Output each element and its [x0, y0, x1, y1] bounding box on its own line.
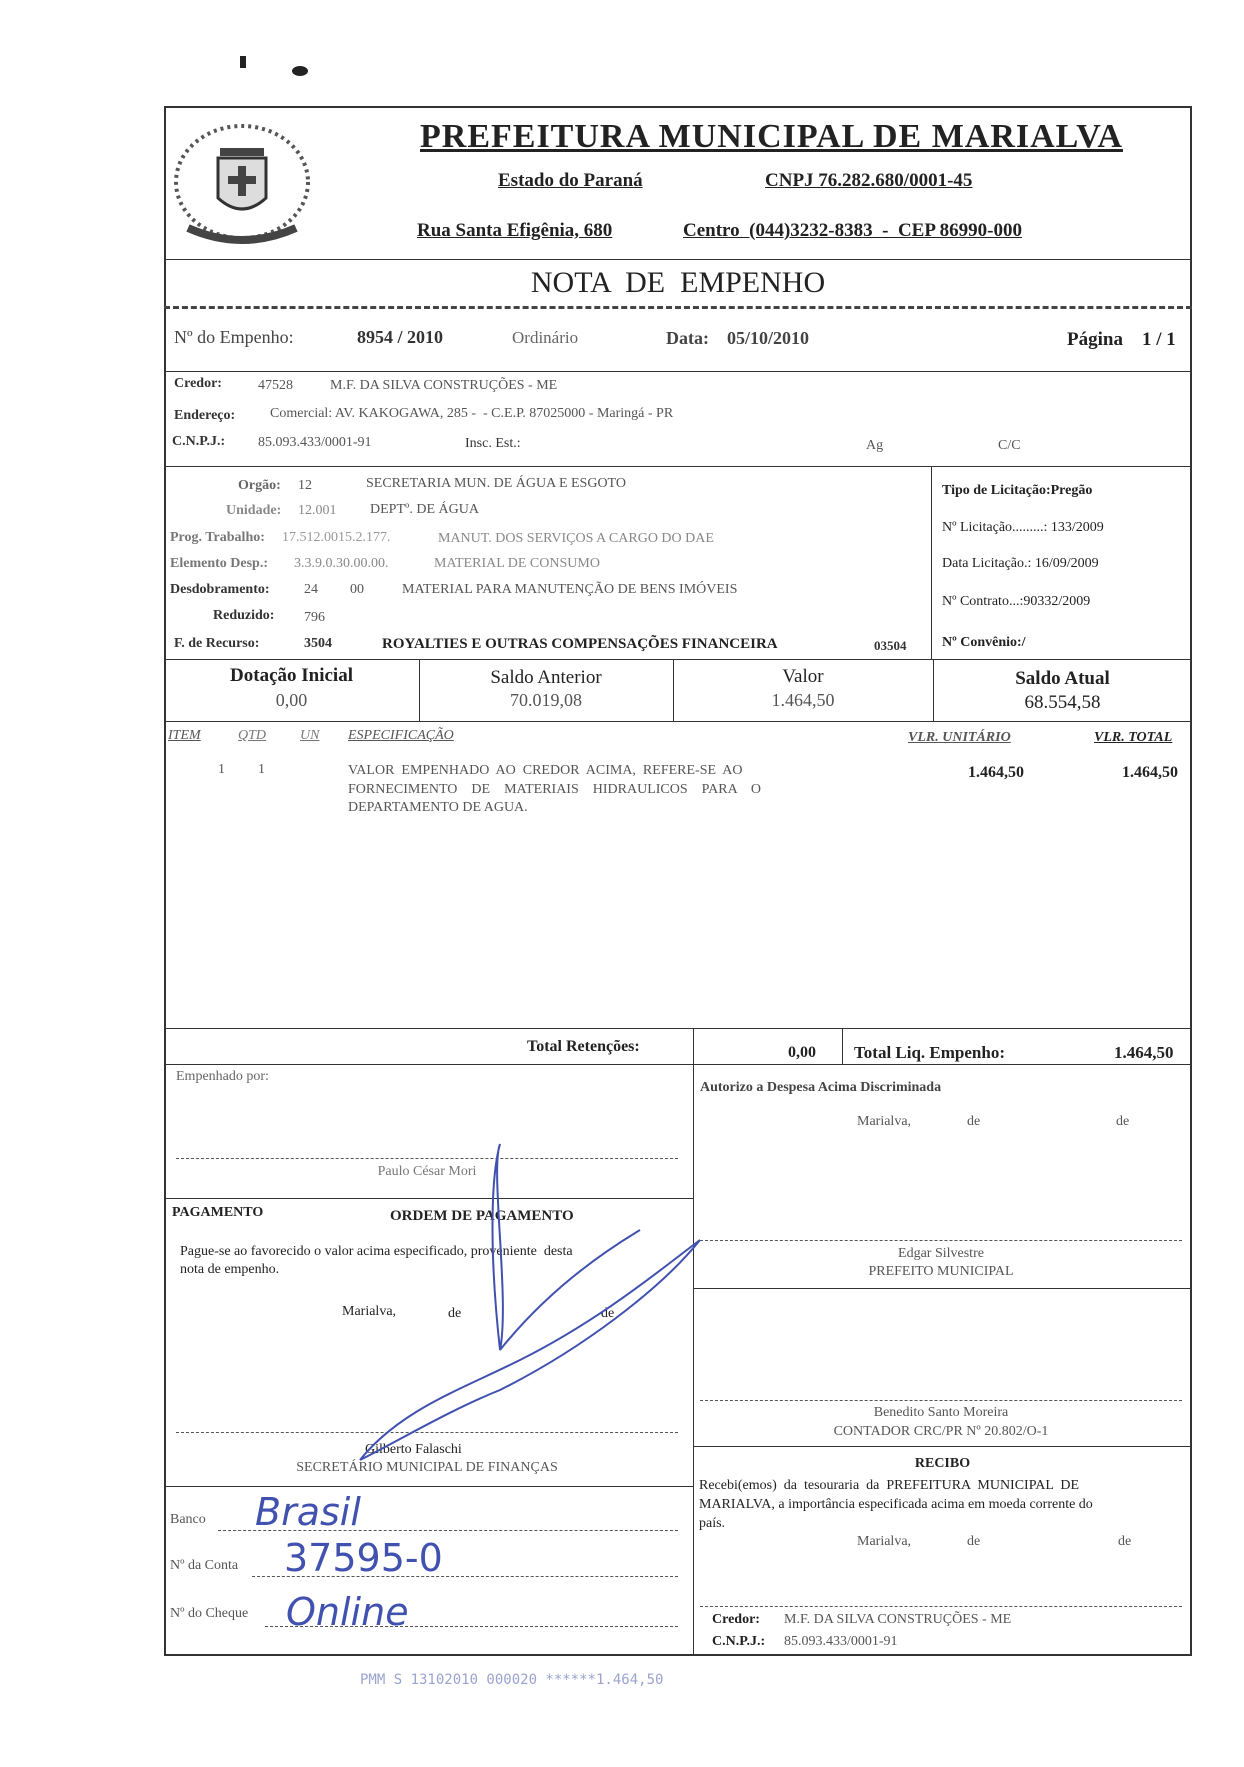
pagamento-label: PAGAMENTO: [172, 1205, 264, 1220]
orgao-code: 12: [298, 478, 312, 493]
state-name: Estado do Paraná: [498, 170, 643, 191]
desdobramento-code: 24: [304, 582, 318, 597]
recibo-credor: M.F. DA SILVA CONSTRUÇÕES - ME: [784, 1612, 1012, 1627]
recibo-cnpj-label: C.N.P.J.:: [712, 1634, 766, 1649]
unidade-code: 12.001: [298, 503, 337, 518]
pagamento-de1: de: [448, 1306, 462, 1321]
item-vlr-total: 1.464,50: [1122, 764, 1178, 781]
item-vlr-unitario: 1.464,50: [968, 764, 1024, 781]
orgao-label: Orgão:: [238, 478, 281, 493]
item-number: 1: [218, 762, 225, 777]
banco-handwriting: Brasil: [255, 1490, 361, 1534]
contrato-numero: Nº Contrato...:90332/2009: [942, 594, 1091, 609]
scan-mark: [292, 66, 308, 76]
coat-of-arms-icon: [168, 118, 316, 250]
pagamento-text1: Pague-se ao favorecido o valor acima especificado, proveniente desta: [180, 1244, 573, 1259]
col-vlr-total: VLR. TOTAL: [1094, 730, 1173, 745]
col-qtd: QTD: [238, 728, 267, 743]
secretario-name: Gilberto Falaschi: [365, 1442, 462, 1457]
payment-stamp: PMM S 13102010 000020 ******1.464,50: [360, 1672, 664, 1688]
recibo-cnpj: 85.093.433/0001-91: [784, 1634, 898, 1649]
date-label: Data:: [666, 328, 709, 348]
conta-handwriting: 37595-0: [284, 1536, 443, 1580]
signature-scribble: [340, 1140, 720, 1480]
recibo-place: Marialva,: [857, 1534, 912, 1549]
prog-label: Prog. Trabalho:: [170, 530, 265, 545]
credor-label: Credor:: [174, 376, 222, 391]
credor-cnpj: 85.093.433/0001-91: [258, 435, 372, 450]
ordem-pagamento-label: ORDEM DE PAGAMENTO: [390, 1208, 574, 1224]
licitacao-tipo: Tipo de Licitação:Pregão: [942, 483, 1093, 498]
recurso-name: ROYALTIES E OUTRAS COMPENSAÇÕES FINANCEIRA: [382, 636, 778, 652]
prog-name: MANUT. DOS SERVIÇOS A CARGO DO DAE: [438, 531, 714, 546]
cc-label: C/C: [998, 438, 1021, 453]
valor-label: Valor: [782, 666, 824, 687]
credor-name: M.F. DA SILVA CONSTRUÇÕES - ME: [330, 378, 558, 393]
insc-label: Insc. Est.:: [465, 436, 521, 451]
cheque-handwriting: Online: [286, 1590, 409, 1634]
cnpj-label: C.N.P.J.:: [172, 434, 226, 449]
cnpj-header: CNPJ 76.282.680/0001-45: [765, 170, 973, 191]
prefeito-role: PREFEITO MUNICIPAL: [868, 1264, 1014, 1279]
recibo-text1: Recebi(emos) da tesouraria da PREFEITURA MUNICIPAL DE: [699, 1478, 1080, 1493]
prefeitura-title: PREFEITURA MUNICIPAL DE MARIALVA: [420, 118, 1123, 155]
empenhado-por-label: Empenhado por:: [176, 1069, 269, 1084]
elemento-label: Elemento Desp.:: [170, 556, 268, 571]
contact-header: Centro (044)3232-8383 - CEP 86990-000: [683, 220, 1022, 241]
cheque-label: Nº do Cheque: [170, 1606, 249, 1621]
reduzido-value: 796: [304, 610, 325, 625]
empenhado-signer: Paulo César Mori: [377, 1164, 477, 1179]
convenio-numero: Nº Convênio:/: [942, 635, 1026, 650]
total-liq-value: 1.464,50: [1114, 1043, 1174, 1062]
reduzido-label: Reduzido:: [213, 608, 275, 623]
page-number: 1 / 1: [1142, 329, 1176, 350]
recibo-text3: país.: [699, 1516, 726, 1531]
prog-code: 17.512.0015.2.177.: [282, 530, 391, 545]
recurso-label: F. de Recurso:: [174, 636, 260, 651]
orgao-name: SECRETARIA MUN. DE ÁGUA E ESGOTO: [366, 476, 626, 491]
elemento-code: 3.3.9.0.30.00.00.: [294, 556, 389, 571]
autorizo-label: Autorizo a Despesa Acima Discriminada: [700, 1080, 942, 1095]
unidade-label: Unidade:: [226, 503, 282, 518]
item-desc-line3: DEPARTAMENTO DE AGUA.: [348, 800, 528, 815]
pagamento-place: Marialva,: [342, 1304, 397, 1319]
empenho-number-label: Nº do Empenho:: [174, 327, 294, 347]
total-liq-label: Total Liq. Empenho:: [854, 1043, 1005, 1062]
saldo-atual-value: 68.554,58: [1024, 692, 1101, 713]
recibo-label: RECIBO: [914, 1456, 971, 1471]
address-header: Rua Santa Efigênia, 680: [417, 220, 613, 241]
saldo-anterior-value: 70.019,08: [510, 690, 582, 710]
desdobramento-sub: 00: [350, 582, 364, 597]
autorizo-place: Marialva,: [857, 1114, 912, 1129]
recurso-code2: 03504: [874, 638, 907, 653]
licitacao-numero: Nº Licitação.........: 133/2009: [942, 520, 1104, 535]
recibo-text2: MARIALVA, a importância especificada acima em moeda corrente do: [699, 1497, 1093, 1512]
col-un: UN: [300, 728, 320, 743]
contador-name: Benedito Santo Moreira: [873, 1405, 1009, 1420]
secretario-role: SECRETÁRIO MUNICIPAL DE FINANÇAS: [296, 1460, 558, 1475]
empenho-number: 8954 / 2010: [357, 327, 444, 347]
total-retencoes-value: 0,00: [788, 1044, 816, 1061]
recibo-de2: de: [1118, 1534, 1132, 1549]
scan-mark: [240, 56, 246, 68]
valor-value: 1.464,50: [771, 690, 835, 710]
col-espec: ESPECIFICAÇÃO: [348, 728, 454, 743]
col-vlr-unitario: VLR. UNITÁRIO: [908, 730, 1011, 745]
credor-address: Comercial: AV. KAKOGAWA, 285 - - C.E.P. 87025000 - Maringá - PR: [270, 406, 674, 421]
credor-code: 47528: [258, 378, 293, 393]
recibo-de1: de: [967, 1534, 981, 1549]
pagamento-de2: de: [601, 1306, 615, 1321]
unidade-name: DEPTº. DE ÁGUA: [370, 502, 479, 517]
autorizo-de1: de: [967, 1114, 981, 1129]
dotacao-value: 0,00: [275, 690, 308, 710]
autorizo-de2: de: [1116, 1114, 1130, 1129]
licitacao-data: Data Licitação.: 16/09/2009: [942, 556, 1099, 571]
contador-role: CONTADOR CRC/PR Nº 20.802/O-1: [833, 1424, 1049, 1439]
item-qtd: 1: [258, 762, 265, 777]
recibo-credor-label: Credor:: [712, 1612, 760, 1627]
banco-label: Banco: [170, 1512, 206, 1527]
saldo-atual-label: Saldo Atual: [1015, 668, 1110, 689]
item-desc-line1: VALOR EMPENHADO AO CREDOR ACIMA, REFERE-SE AO: [348, 763, 743, 778]
document-title: NOTA DE EMPENHO: [530, 266, 826, 299]
col-item: ITEM: [168, 728, 201, 743]
pagamento-text2: nota de empenho.: [180, 1262, 280, 1277]
prefeito-name: Edgar Silvestre: [898, 1246, 984, 1261]
address-label: Endereço:: [174, 408, 236, 423]
total-retencoes-label: Total Retenções:: [527, 1038, 640, 1055]
item-desc-line2: FORNECIMENTO DE MATERIAIS HIDRAULICOS PARA O: [348, 782, 762, 797]
date-value: 05/10/2010: [727, 328, 810, 348]
dotacao-label: Dotação Inicial: [230, 665, 353, 686]
elemento-name: MATERIAL DE CONSUMO: [434, 556, 600, 571]
recurso-code: 3504: [304, 636, 332, 651]
conta-label: Nº da Conta: [170, 1558, 239, 1573]
desdobramento-label: Desdobramento:: [170, 582, 270, 597]
empenho-type: Ordinário: [512, 328, 579, 347]
desdobramento-name: MATERIAL PARA MANUTENÇÃO DE BENS IMÓVEIS: [402, 582, 738, 597]
saldo-anterior-label: Saldo Anterior: [490, 667, 602, 688]
page-label: Página: [1067, 329, 1123, 350]
ag-label: Ag: [866, 438, 884, 453]
